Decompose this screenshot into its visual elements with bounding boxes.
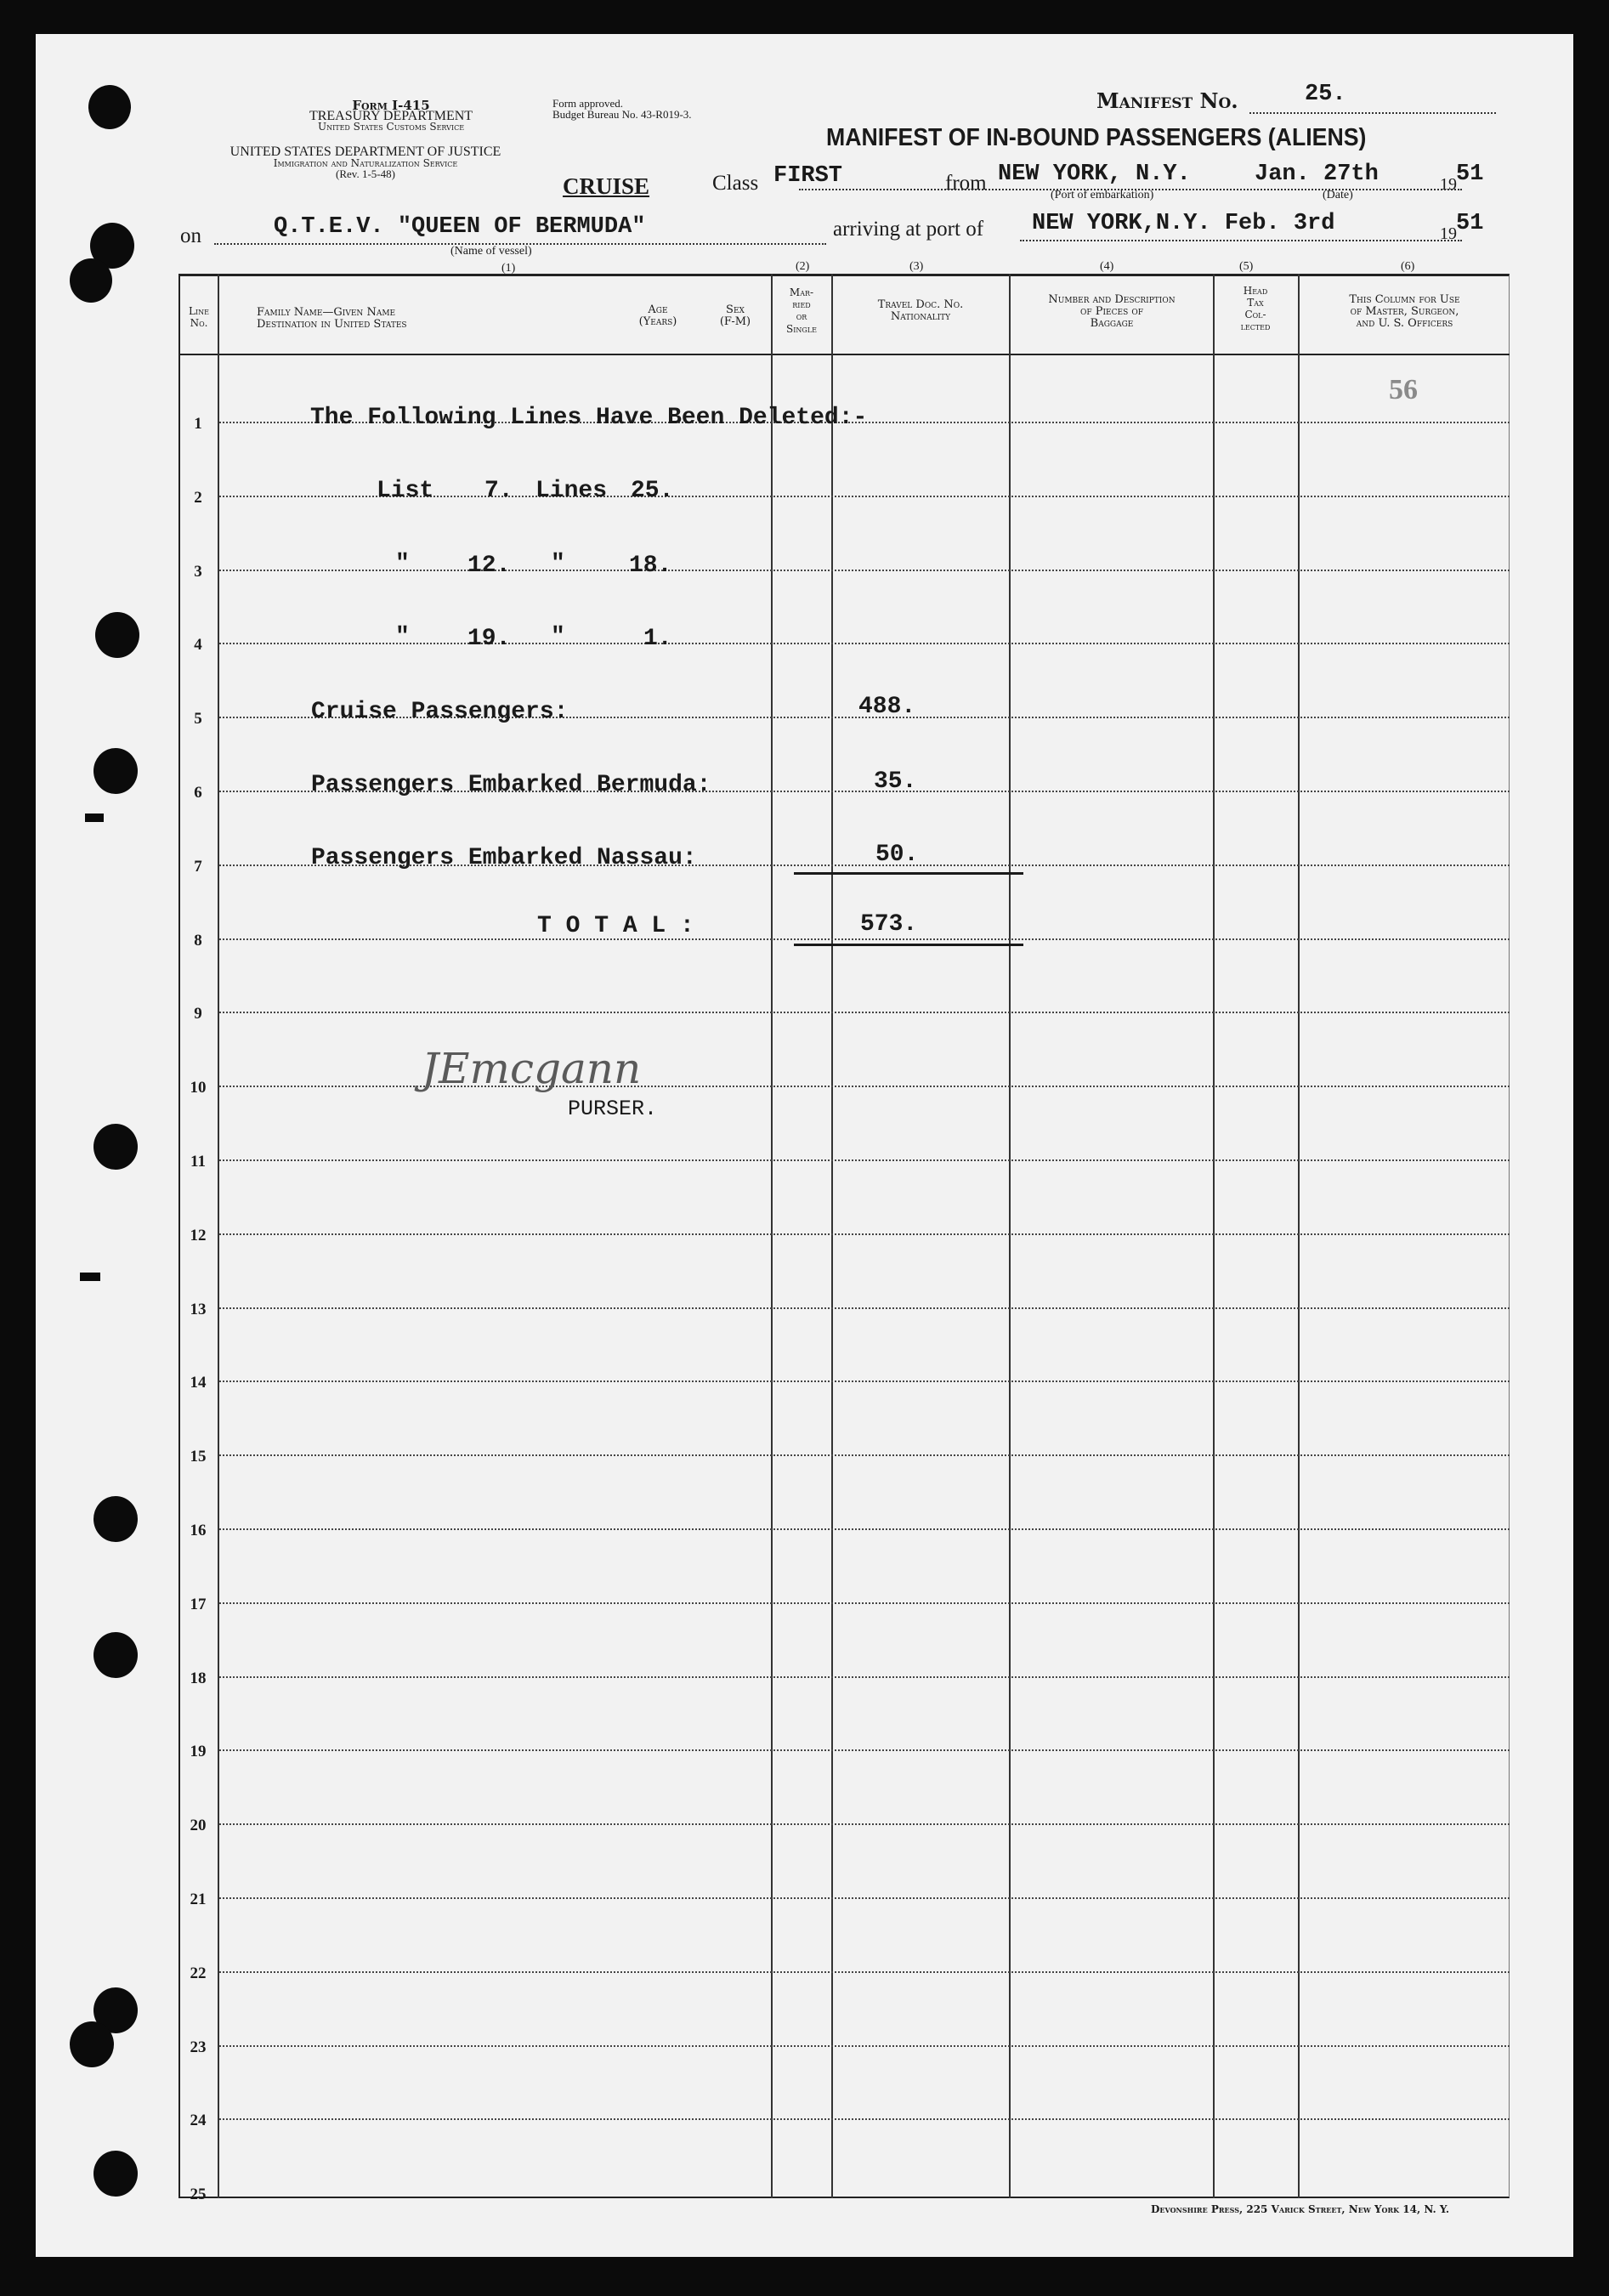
row4-list-no: 19. xyxy=(467,626,511,652)
row-rule xyxy=(219,1159,1510,1161)
row-rule xyxy=(219,1454,1510,1456)
ditto-mark: " xyxy=(395,551,410,577)
arrival-value: NEW YORK,N.Y. Feb. 3rd xyxy=(1032,211,1335,236)
arriving-label: arriving at port of xyxy=(833,218,984,241)
revision: (Rev. 1-5-48) xyxy=(336,167,395,180)
col-num-4: (4) xyxy=(1100,260,1114,273)
hdr-baggage-1: Number and Description xyxy=(1048,293,1176,306)
total-rule xyxy=(794,944,1023,946)
hdr-head-tax-2: Tax xyxy=(1247,297,1264,309)
hdr-head-tax-3: Col- xyxy=(1244,309,1266,320)
row-rule xyxy=(219,643,1510,644)
list-word: List xyxy=(377,478,434,504)
line-number: 3 xyxy=(194,562,202,581)
row-rule xyxy=(219,1602,1510,1604)
hdr-married-2: ried xyxy=(792,298,811,310)
hdr-married-4: Single xyxy=(786,323,817,335)
line-number: 13 xyxy=(190,1300,207,1318)
budget-bureau: Budget Bureau No. 43-R019-3. xyxy=(552,108,692,121)
row-rule xyxy=(219,1897,1510,1899)
hdr-head-tax-1: Head xyxy=(1243,285,1268,297)
year-prefix: 19 xyxy=(1440,175,1457,194)
col-divider xyxy=(1213,274,1215,2198)
punch-hole xyxy=(88,85,131,129)
purser-signature: JEmcgann xyxy=(422,1044,642,1093)
line-number: 6 xyxy=(194,784,202,802)
row-rule xyxy=(219,1823,1510,1825)
col-divider xyxy=(1298,274,1300,2198)
hdr-sex: Sex xyxy=(726,303,745,316)
hdr-sex-unit: (F-M) xyxy=(719,315,751,328)
row-rule xyxy=(219,1971,1510,1973)
line-number: 17 xyxy=(190,1595,207,1613)
punch-hole xyxy=(93,1124,138,1170)
row-rule xyxy=(219,1012,1510,1013)
col-divider xyxy=(831,274,833,2198)
row-rule xyxy=(219,1086,1510,1087)
treasury-dept: TREASURY DEPARTMENT xyxy=(309,109,473,123)
line-number: 15 xyxy=(190,1448,207,1466)
bermuda-label: Passengers Embarked Bermuda: xyxy=(311,772,711,798)
col-divider xyxy=(1009,274,1011,2198)
row4-line-no: 1. xyxy=(643,626,672,652)
form-number: Form I-415 xyxy=(352,98,430,113)
nassau-value: 50. xyxy=(875,842,919,868)
cruise-passengers-label: Cruise Passengers: xyxy=(311,699,569,725)
cruise-label: CRUISE xyxy=(563,173,650,199)
port-embark-label: (Port of embarkation) xyxy=(1051,189,1154,201)
manifest-no-value: 25. xyxy=(1305,82,1346,107)
customs-service: United States Customs Service xyxy=(317,121,465,133)
punch-hole xyxy=(93,1496,138,1542)
row-rule xyxy=(219,1233,1510,1235)
bermuda-value: 35. xyxy=(874,768,917,795)
year-value: 51 xyxy=(1456,162,1484,187)
punch-hole xyxy=(70,2021,114,2067)
line-number: 22 xyxy=(190,1964,207,1982)
line-number: 5 xyxy=(194,710,202,728)
hdr-age-unit: (Years) xyxy=(638,315,677,328)
printer-imprint: Devonshire Press, 225 Varick Street, New York 14, N. Y. xyxy=(1151,2203,1450,2215)
line-number: 4 xyxy=(194,636,202,655)
class-value: FIRST xyxy=(773,163,843,189)
line-number: 21 xyxy=(190,1891,207,1908)
total-value: 573. xyxy=(860,911,918,938)
nassau-label: Passengers Embarked Nassau: xyxy=(311,845,697,871)
purser-title: PURSER. xyxy=(568,1097,658,1121)
row-rule xyxy=(219,570,1510,571)
col-num-6: (6) xyxy=(1401,260,1415,273)
sum-rule xyxy=(794,872,1023,875)
row-rule xyxy=(219,2118,1510,2120)
vessel-value: Q.T.E.V. "QUEEN OF BERMUDA" xyxy=(274,214,646,240)
line-number: 24 xyxy=(190,2112,207,2130)
page-stamp: 56 xyxy=(1389,374,1418,405)
ditto-mark: " xyxy=(551,551,565,577)
manifest-table xyxy=(178,274,1510,2198)
lines-word: Lines xyxy=(535,478,608,504)
line-number: 7 xyxy=(194,857,202,876)
from-value: NEW YORK, N.Y. xyxy=(998,162,1191,187)
line-number: 1 xyxy=(194,415,202,433)
binder-tab xyxy=(80,1273,100,1281)
table-header-rule xyxy=(178,354,1510,355)
hdr-married-3: or xyxy=(796,310,807,322)
row-rule xyxy=(219,938,1510,940)
row-rule xyxy=(219,1380,1510,1382)
hdr-family-name: Family Name—Given Name xyxy=(257,306,396,319)
hdr-baggage-3: Baggage xyxy=(1090,317,1134,330)
hdr-nationality: Nationality xyxy=(890,310,951,323)
row3-list-no: 12. xyxy=(467,553,511,579)
deleted-heading: The Following Lines Have Been Deleted:- xyxy=(310,405,868,431)
vessel-label: (Name of vessel) xyxy=(450,245,532,258)
line-number: 8 xyxy=(194,931,202,950)
line-number: 9 xyxy=(194,1005,202,1023)
form-approved: Form approved. xyxy=(552,97,624,110)
arrival-rule xyxy=(1020,240,1462,241)
row-rule xyxy=(219,1749,1510,1751)
arrival-year-prefix: 19 xyxy=(1440,224,1457,243)
line-number: 25 xyxy=(190,2185,207,2204)
line-number: 12 xyxy=(190,1226,207,1244)
row-rule xyxy=(219,1528,1510,1530)
col-num-5: (5) xyxy=(1239,260,1254,273)
punch-hole xyxy=(95,612,139,658)
ditto-mark: " xyxy=(395,624,410,650)
hdr-baggage-2: of Pieces of xyxy=(1079,305,1143,318)
manifest-no-rule xyxy=(1249,112,1496,114)
punch-hole xyxy=(93,1632,138,1678)
cruise-passengers-value: 488. xyxy=(858,694,916,720)
punch-hole xyxy=(93,748,138,794)
row3-line-no: 18. xyxy=(629,553,672,579)
from-label: from xyxy=(945,172,987,195)
date-value: Jan. 27th xyxy=(1255,162,1379,187)
hdr-line-no: Line No. xyxy=(189,305,209,329)
ins-service: Immigration and Naturalization Service xyxy=(273,157,458,169)
hdr-officers-2: of Master, Surgeon, xyxy=(1350,305,1459,318)
hdr-officers-1: This Column for Use xyxy=(1349,293,1460,306)
punch-hole xyxy=(93,2151,138,2197)
line-number: 14 xyxy=(190,1374,207,1392)
line-number: 16 xyxy=(190,1522,207,1539)
class-label: Class xyxy=(712,172,759,195)
manifest-no-label: Manifest No. xyxy=(1096,88,1238,113)
col-divider xyxy=(771,274,773,2198)
hdr-married-1: Mar- xyxy=(789,286,814,298)
hdr-age: Age xyxy=(648,303,668,316)
line-number: 19 xyxy=(190,1743,207,1761)
hdr-head-tax-4: lected xyxy=(1240,320,1271,332)
col-num-3: (3) xyxy=(909,260,924,273)
arrival-year-value: 51 xyxy=(1456,211,1484,236)
line-number: 20 xyxy=(190,1817,207,1835)
list-no: 7. xyxy=(484,478,513,504)
binder-tab xyxy=(85,814,104,822)
row-rule xyxy=(219,1676,1510,1678)
hdr-officers-3: and U. S. Officers xyxy=(1356,317,1453,330)
line-number: 18 xyxy=(190,1669,207,1687)
total-label: T O T A L : xyxy=(537,913,694,939)
line-number: 2 xyxy=(194,488,202,507)
line-number: 11 xyxy=(190,1153,206,1171)
col-num-2: (2) xyxy=(796,260,810,273)
on-label: on xyxy=(180,224,201,247)
date-label: (Date) xyxy=(1323,189,1353,201)
ditto-mark: " xyxy=(551,624,565,650)
dept-justice: UNITED STATES DEPARTMENT OF JUSTICE xyxy=(229,145,501,159)
row-rule xyxy=(219,1307,1510,1309)
lines-no: 25. xyxy=(631,478,674,504)
punch-hole xyxy=(70,258,112,303)
manifest-title: MANIFEST OF IN-BOUND PASSENGERS (ALIENS) xyxy=(826,124,1367,151)
hdr-destination: Destination in United States xyxy=(257,318,407,331)
hdr-travel-doc: Travel Doc. No. xyxy=(877,298,964,311)
line-number: 10 xyxy=(190,1079,207,1097)
row-rule xyxy=(219,2045,1510,2047)
line-number: 23 xyxy=(190,2038,207,2056)
col-divider xyxy=(218,274,219,2198)
col-num-1: (1) xyxy=(501,262,516,275)
